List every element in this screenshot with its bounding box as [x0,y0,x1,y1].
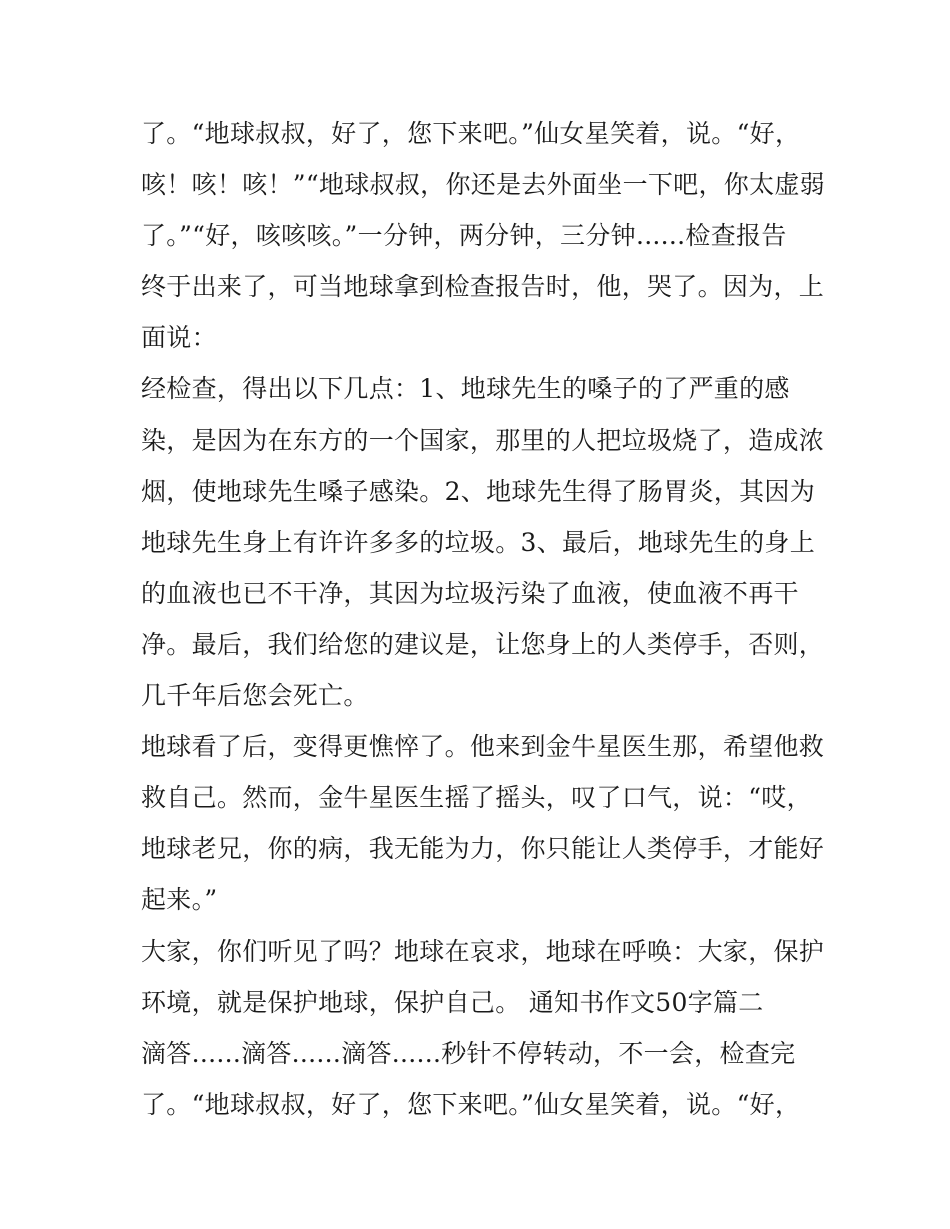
text-line: 几千年后您会死亡。 [141,681,369,711]
text-line: 地球老兄，你的病，我无能为力，你只能让人类停手，才能好 [141,834,825,864]
text-line: 了。”“好，咳咳咳。”一分钟，两分钟，三分钟......检查报告 [141,221,787,251]
text-line: 面说： [141,323,217,353]
essay-text [141,108,825,1130]
text-line: 净。最后，我们给您的建议是，让您身上的人类停手，否则， [141,629,825,659]
text-line: 救自己。然而，金牛星医生摇了摇头，叹了口气，说：“哎， [141,783,812,813]
text-line: 终于出来了，可当地球拿到检查报告时，他，哭了。因为，上 [141,272,825,302]
text-line: 烟，使地球先生嗓子感染。2、地球先生得了肠胃炎，其因为 [141,476,816,506]
text-line: 了。“地球叔叔，好了，您下来吧。”仙女星笑着，说。“好， [141,119,801,148]
text-line: 染，是因为在东方的一个国家，那里的人把垃圾烧了，造成浓 [141,425,825,455]
text-line: 滴答......滴答......滴答......秒针不停转动，不一会，检查完 [141,1038,796,1068]
text-line: 了。“地球叔叔，好了，您下来吧。”仙女星笑着，说。“好， [141,1089,801,1119]
text-line: 地球看了后，变得更憔悴了。他来到金牛星医生那，希望他救 [141,732,825,762]
text-line: 起来。” [141,885,218,915]
text-line: 的血液也已不干净，其因为垃圾污染了血液，使血液不再干 [141,578,799,608]
text-line: 环境，就是保护地球，保护自己。 通知书作文50字篇二 [141,987,764,1017]
text-line: 咳！咳！咳！”“地球叔叔，你还是去外面坐一下吧，你太虚弱 [141,170,825,200]
text-line: 地球先生身上有许许多多的垃圾。3、最后，地球先生的身上 [141,527,816,557]
text-line: 经检查，得出以下几点：1、地球先生的嗓子的了严重的感 [141,374,790,404]
text-line: 大家，你们听见了吗？地球在哀求，地球在呼唤：大家，保护 [141,936,825,966]
